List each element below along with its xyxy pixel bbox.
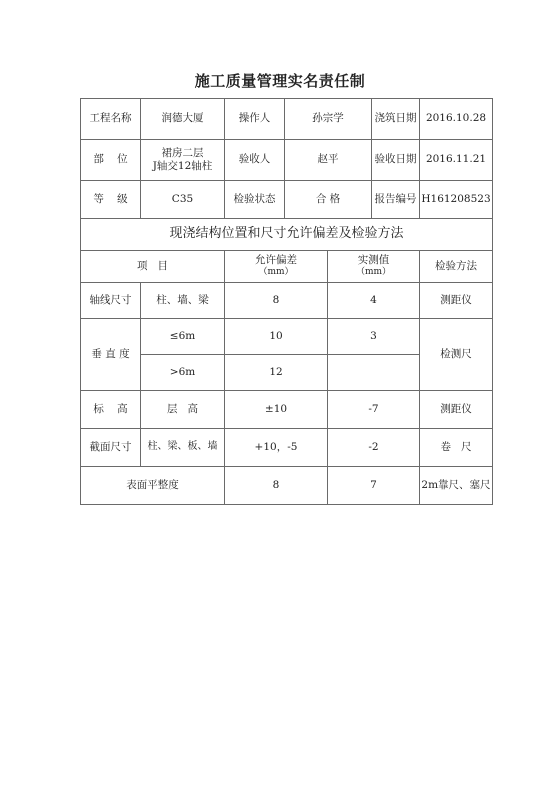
label-operator: 操作人 [225,99,285,140]
page-title: 施工质量管理实名责任制 [194,72,366,90]
label-location-text: 部 位 [93,153,128,166]
value-operator: 孙宗学 [285,99,372,140]
row-axis-method: 测距仪 [420,283,493,319]
table-row [81,467,493,505]
row-section-name: 截面尺寸 [81,429,141,467]
row-vertical-sub1: ≤6m [141,319,225,355]
row-section-allow: +10，-5 [225,429,328,467]
row-vertical-method: 检测尺 [420,319,493,391]
row-vertical-sub2: >6m [141,355,225,391]
col-allow [225,251,328,283]
section-title: 现浇结构位置和尺寸允许偏差及检验方法 [81,219,493,251]
value-grade: C35 [141,181,225,219]
label-report-no: 报告编号 [372,181,420,219]
row-elevation-name [81,391,141,429]
label-inspect-status: 检验状态 [225,181,285,219]
col-item-text: 项 目 [136,259,168,272]
row-flatness-allow: 8 [225,467,328,505]
col-method: 检验方法 [420,251,493,283]
row-vertical-allow1: 10 [225,319,328,355]
col-allow-unit: （mm） [258,267,294,278]
column-header-row [81,251,493,283]
row-vertical-name: 垂 直 度 [81,319,141,391]
label-inspector: 验收人 [225,140,285,181]
value-report-no: H161208523 [420,181,493,219]
row-section-method [420,429,493,467]
section-row [81,219,493,251]
row-axis-measured: 4 [328,283,420,319]
table-row [81,391,493,429]
row-elevation-name-text: 标 高 [93,402,128,415]
col-measured-unit: （mm） [355,267,392,278]
row-elevation-method: 测距仪 [420,391,493,429]
col-item [81,251,225,283]
table-row [81,429,493,467]
label-grade [81,181,141,219]
quality-responsibility-table [80,98,493,505]
table-row [81,283,493,319]
value-accept-date: 2016.11.21 [420,140,493,181]
label-location [81,140,141,181]
row-elevation-sub [141,391,225,429]
label-accept-date: 验收日期 [372,140,420,181]
row-flatness-name: 表面平整度 [81,467,225,505]
row-section-method-text: 卷 尺 [440,440,472,453]
row-vertical-measured1: 3 [328,319,420,355]
value-location-line2: J轴交12轴柱 [152,160,213,172]
col-measured-label: 实测值 [357,254,390,267]
value-project-name: 润德大厦 [141,99,225,140]
label-project-name: 工程名称 [81,99,141,140]
row-section-measured: -2 [328,429,420,467]
info-row-project [81,99,493,140]
row-axis-name: 轴线尺寸 [81,283,141,319]
row-axis-allow: 8 [225,283,328,319]
value-pour-date: 2016.10.28 [420,99,493,140]
value-location-line1: 裙房二层 [161,146,204,159]
col-allow-label: 允许偏差 [255,254,297,267]
value-inspect-status: 合 格 [285,181,372,219]
col-measured [328,251,420,283]
row-vertical-measured2 [328,355,420,391]
row-flatness-method: 2m靠尺、塞尺 [420,467,493,505]
label-pour-date: 浇筑日期 [372,99,420,140]
row-section-sub: 柱、梁、板、墙 [141,429,225,467]
value-inspector: 赵平 [285,140,372,181]
info-row-grade [81,181,493,219]
value-location [141,140,225,181]
table-row [81,319,493,355]
row-elevation-sub-text: 层 高 [166,402,198,415]
row-elevation-allow: ±10 [225,391,328,429]
label-grade-text: 等 级 [93,192,128,205]
row-elevation-measured: -7 [328,391,420,429]
row-axis-sub: 柱、墙、梁 [141,283,225,319]
row-vertical-allow2: 12 [225,355,328,391]
row-flatness-measured: 7 [328,467,420,505]
info-row-location [81,140,493,181]
